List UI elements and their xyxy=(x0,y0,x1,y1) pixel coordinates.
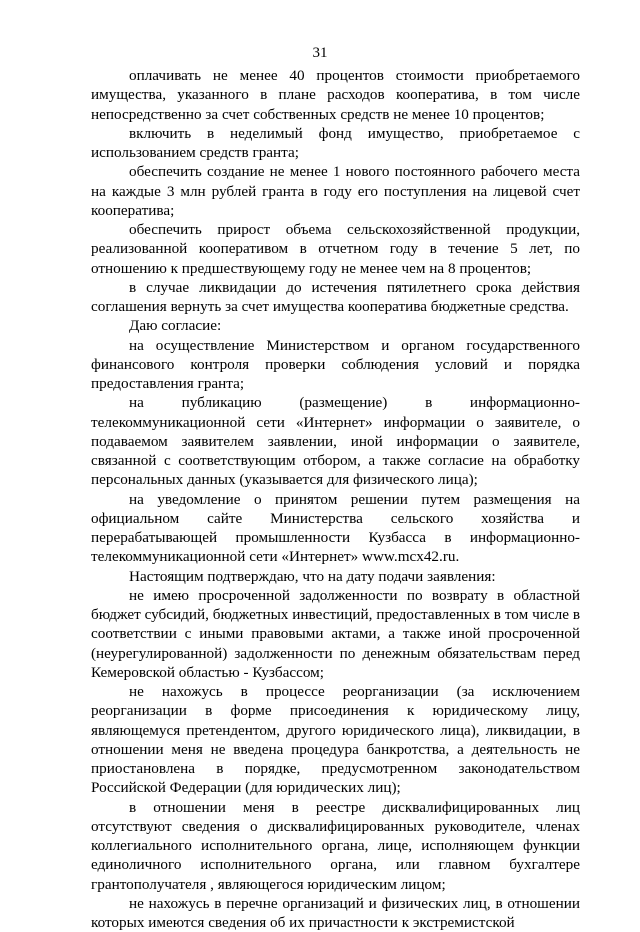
paragraph: не имею просроченной задолженности по возврату в областной бюджет субсидий, бюджетных инвестиций, предоставленных в том числе в соответствии с иными правовыми актами, а также иной просроченной (неурегулированной) задолженности по денежным обязательствам перед Кемеровской областью - Кузбассом; xyxy=(91,586,580,681)
paragraph: в отношении меня в реестре дисквалифицированных лиц отсутствуют сведения о дисквалифицированных руководителе, членах коллегиального исполнительного органа, лице, исполняющем функции единоличного исполнительного органа, или главном бухгалтере грантополучателя , являющегося юридическим лицом; xyxy=(91,798,580,893)
paragraph: оплачивать не менее 40 процентов стоимости приобретаемого имущества, указанного в плане расходов кооператива, в том числе непосредственно за счет собственных средств не менее 10 процентов; xyxy=(91,67,580,123)
paragraph: не нахожусь в перечне организаций и физических лиц, в отношении которых имеются сведения об их причастности к экстремистской xyxy=(91,894,580,931)
paragraph: на уведомление о принятом решении путем размещения на официальном сайте Министерства сельского хозяйства и перерабатывающей промышленности Кузбасса в информационно-телекоммуникационной сети «Интернет» www.mcx42.ru. xyxy=(91,490,580,566)
paragraph: в случае ликвидации до истечения пятилетнего срока действия соглашения вернуть за счет имущества кооператива бюджетные средства. xyxy=(91,278,580,315)
paragraph: включить в неделимый фонд имущество, приобретаемое с использованием средств гранта; xyxy=(91,124,580,161)
page-number: 31 xyxy=(312,45,328,61)
paragraph: Даю согласие: xyxy=(129,317,222,335)
paragraph: обеспечить прирост объема сельскохозяйственной продукции, реализованной кооперативом в отчетном году в течение 5 лет, по отношению к предшествующему году не менее чем на 8 процентов; xyxy=(91,221,580,277)
paragraph: обеспечить создание не менее 1 нового постоянного рабочего места на каждые 3 млн рублей гранта в году его поступления на лицевой счет кооператива; xyxy=(91,163,580,219)
paragraph: Настоящим подтверждаю, что на дату подачи заявления: xyxy=(129,567,496,585)
paragraph: не нахожусь в процессе реорганизации (за исключением реорганизации в форме присоединения к юридическому лицу, являющемуся претендентом, другого юридического лица), ликвидации, в отношении меня не введена процедура банкротства, а деятельность не приостановлена в порядке, предусмотренном законодательством Российской Федерации (для юридических лиц); xyxy=(91,683,580,797)
paragraph: на публикацию (размещение) в информационно-телекоммуникационной сети «Интернет» информации о заявителе, о подаваемом заявителем заявлении, иной информации о заявителе, связанной с соответствующим отбором, а также согласие на обработку персональных данных (указывается для физического лица); xyxy=(91,394,580,489)
paragraph: на осуществление Министерством и органом государственного финансового контроля проверки соблюдения условий и порядка предоставления гранта; xyxy=(91,336,580,392)
body-text xyxy=(91,66,580,932)
